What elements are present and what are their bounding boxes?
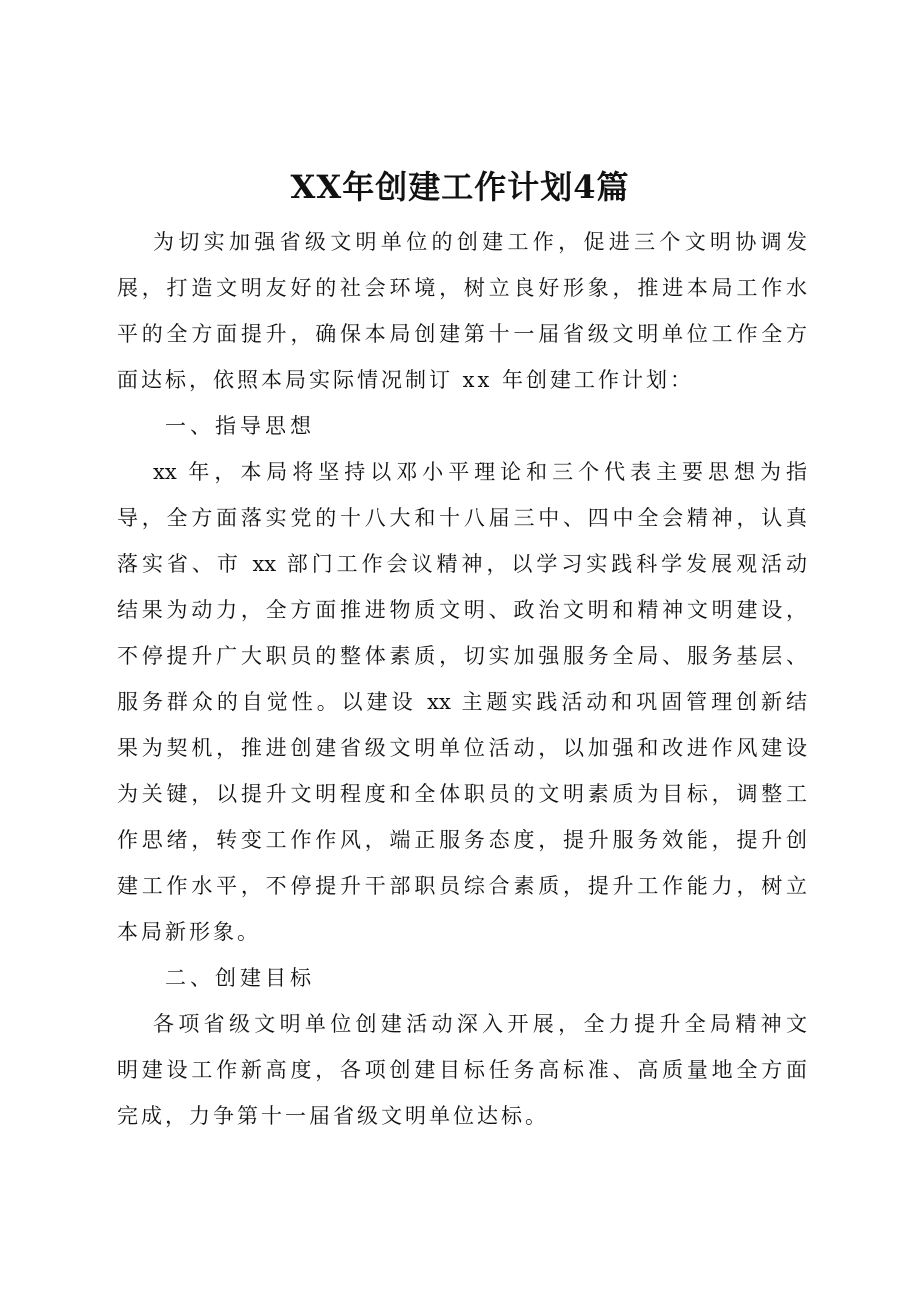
paragraph-line: 作思绪，转变工作作风，端正服务态度，提升服务效能，提升创	[117, 828, 807, 852]
document-title: XX年创建工作计划4篇	[290, 168, 630, 206]
paragraph-line: 平的全方面提升，确保本局创建第十一届省级文明单位工作全方	[117, 322, 807, 346]
paragraph-line: 建工作水平，不停提升干部职员综合素质，提升工作能力，树立	[117, 874, 807, 898]
paragraph-line: 各项省级文明单位创建活动深入开展，全力提升全局精神文	[153, 1012, 807, 1036]
section-heading: 二、创建目标	[165, 966, 315, 990]
paragraph-line: 面达标，依照本局实际情况制订 xx 年创建工作计划：	[117, 368, 695, 392]
paragraph-line: 落实省、市 xx 部门工作会议精神，以学习实践科学发展观活动	[117, 552, 807, 576]
paragraph-line: 导，全方面落实党的十八大和十八届三中、四中全会精神，认真	[117, 506, 807, 530]
paragraph-line: 不停提升广大职员的整体素质，切实加强服务全局、服务基层、	[117, 644, 807, 668]
paragraph	[117, 449, 807, 955]
paragraph	[117, 219, 807, 403]
paragraph-line: 果为契机，推进创建省级文明单位活动，以加强和改进作风建设	[117, 736, 807, 760]
paragraph-line: xx 年，本局将坚持以邓小平理论和三个代表主要思想为指	[153, 460, 807, 484]
paragraph-line: 展，打造文明友好的社会环境，树立良好形象，推进本局工作水	[117, 276, 807, 300]
paragraph-line: 服务群众的自觉性。以建设 xx 主题实践活动和巩固管理创新结	[117, 690, 807, 714]
paragraph-line: 完成，力争第十一届省级文明单位达标。	[117, 1104, 549, 1128]
paragraph-line: 为关键，以提升文明程度和全体职员的文明素质为目标，调整工	[117, 782, 807, 806]
paragraph-line: 结果为动力，全方面推进物质文明、政治文明和精神文明建设，	[117, 598, 807, 622]
paragraph	[117, 1001, 807, 1139]
document-body	[117, 219, 807, 1139]
paragraph-line: 为切实加强省级文明单位的创建工作，促进三个文明协调发	[153, 230, 807, 254]
paragraph-line: 本局新形象。	[117, 920, 261, 944]
paragraph-line: 明建设工作新高度，各项创建目标任务高标准、高质量地全方面	[117, 1058, 807, 1082]
section-heading: 一、指导思想	[165, 414, 315, 438]
